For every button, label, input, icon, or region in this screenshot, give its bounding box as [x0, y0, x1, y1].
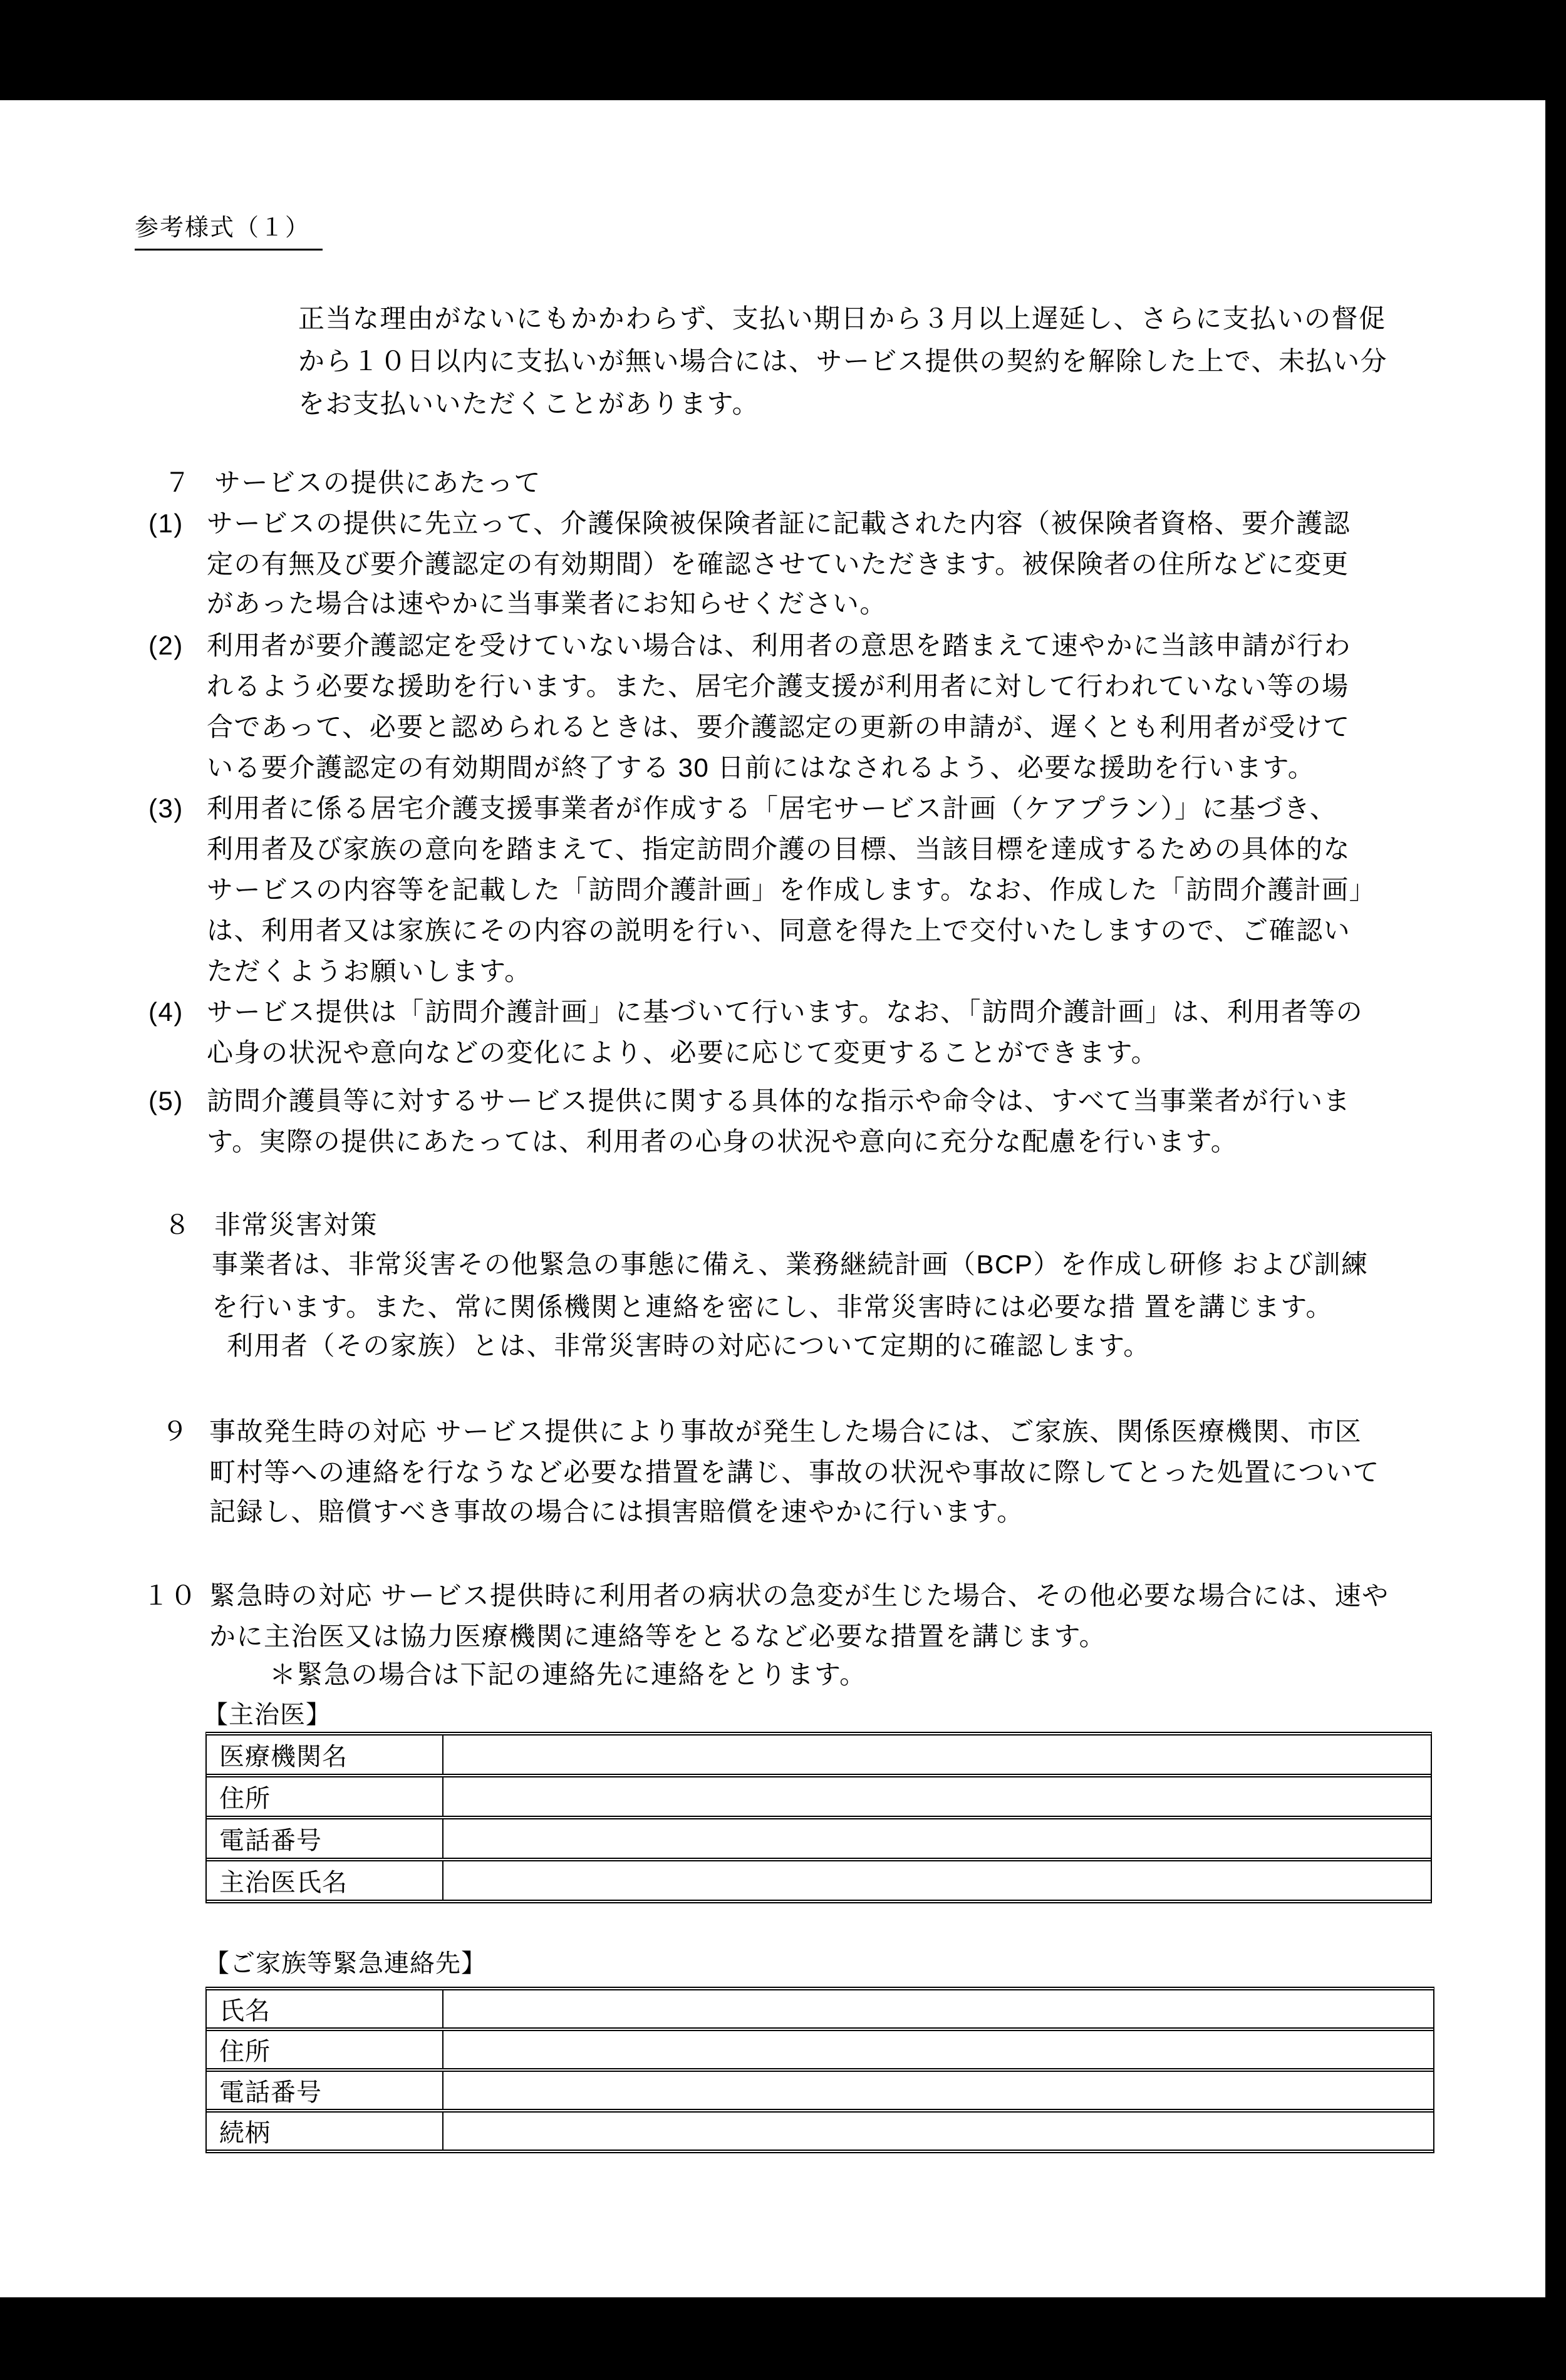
- row-label: 住所: [207, 1777, 443, 1816]
- table-row: [207, 2113, 1433, 2153]
- row-label: 住所: [207, 2031, 443, 2068]
- section9-line: 町村等への連絡を行なうなど必要な措置を講じ、事故の状況や事故に際してとった処置について: [209, 1457, 1380, 1487]
- doctor-table: [205, 1732, 1432, 1903]
- item-line: す。実際の提供にあたっては、利用者の心身の状況や意向に充分な配慮を行います。: [207, 1127, 1238, 1156]
- row-label: 続柄: [207, 2113, 443, 2150]
- table-row: [207, 2031, 1433, 2072]
- table-row: [207, 1777, 1431, 1819]
- row-value-cell: [443, 2031, 1433, 2068]
- section9-number: ９: [162, 1417, 189, 1446]
- item-line: 利用者が要介護認定を受けていない場合は、利用者の意思を踏まえて速やかに当該申請が行わ: [207, 631, 1352, 660]
- family-table-label: 【ご家族等緊急連絡先】: [204, 1950, 487, 1977]
- section10-line: 緊急時の対応 サービス提供時に利用者の病状の急変が生じた場合、その他必要な場合には、速や: [209, 1581, 1389, 1610]
- item-line: サービスの提供に先立って、介護保険被保険者証に記載された内容（被保険者資格、要介護認: [207, 509, 1351, 538]
- section9-line: 事故発生時の対応 サービス提供により事故が発生した場合には、ご家族、関係医療機関、市区: [209, 1417, 1362, 1446]
- item-line: いる要介護認定の有効期間が終了する 30 日前にはなされるよう、必要な援助を行います。: [207, 753, 1315, 782]
- item-line: があった場合は速やかに当事業者にお知らせください。: [207, 589, 887, 618]
- doctor-table-label: 【主治医】: [203, 1701, 331, 1729]
- section9-line: 記録し、賠償すべき事故の場合には損害賠償を速やかに行います。: [209, 1497, 1024, 1526]
- intro-line: から１０日以内に支払いが無い場合には、サービス提供の契約を解除した上で、未払い分: [298, 346, 1388, 376]
- table-row: [207, 1819, 1431, 1861]
- item-line: 心身の状況や意向などの変化により、必要に応じて変更することができます。: [207, 1038, 1159, 1067]
- item-marker: (4): [148, 997, 184, 1027]
- item-marker: (2): [148, 631, 184, 660]
- item-marker: (5): [148, 1086, 184, 1115]
- item-line: サービス提供は「訪問介護計画」に基づいて行います。なお、「訪問介護計画」は、利用者等の: [207, 997, 1364, 1027]
- intro-line: をお支払いいただくことがあります。: [298, 389, 760, 418]
- item-line: 訪問介護員等に対するサービス提供に関する具体的な指示や命令は、すべて当事業者が行いま: [207, 1086, 1351, 1115]
- intro-line: 正当な理由がないにもかかわらず、支払い期日から３月以上遅延し、さらに支払いの督促: [298, 304, 1386, 333]
- row-label: 氏名: [207, 1990, 443, 2027]
- item-line: 利用者及び家族の意向を踏まえて、指定訪問介護の目標、当該目標を達成するための具体的な: [207, 834, 1351, 864]
- section8-title: 非常災害対策: [214, 1210, 378, 1239]
- section10-line: かに主治医又は協力医療機関に連絡等をとるなど必要な措置を講じます。: [209, 1622, 1107, 1651]
- row-value-cell: [443, 1819, 1431, 1858]
- section8-line: を行います。また、常に関係機関と連絡を密にし、非常災害時には必要な措 置を講じます。: [212, 1292, 1333, 1322]
- item-line: ただくようお願いします。: [207, 956, 532, 986]
- doc-header: 参考様式（１）: [135, 215, 323, 251]
- scan-border-top: [0, 0, 1566, 100]
- family-table: [205, 1987, 1434, 2153]
- item-line: 利用者に係る居宅介護支援事業者が作成する「居宅サービス計画（ケアプラン）」に基づき、: [207, 794, 1337, 823]
- item-line: 合であって、必要と認められるときは、要介護認定の更新の申請が、遅くとも利用者が受けて: [207, 712, 1351, 742]
- section8-number: ８: [164, 1210, 192, 1239]
- row-value-cell: [443, 1777, 1431, 1816]
- table-row: [207, 2072, 1433, 2113]
- scan-border-right: [1545, 0, 1566, 2380]
- item-marker: (3): [148, 794, 184, 823]
- row-value-cell: [443, 1990, 1433, 2027]
- item-line: 定の有無及び要介護認定の有効期間）を確認させていただきます。被保険者の住所などに変更: [207, 549, 1349, 579]
- row-value-cell: [443, 2113, 1433, 2150]
- row-label: 電話番号: [207, 2072, 443, 2109]
- section8-line: 利用者（その家族）とは、非常災害時の対応について定期的に確認します。: [227, 1331, 1151, 1360]
- section7-number: ７: [164, 468, 192, 497]
- item-line: は、利用者又は家族にその内容の説明を行い、同意を得た上で交付いたしますので、ご確認い: [207, 916, 1351, 945]
- row-label: 主治医氏名: [207, 1861, 443, 1900]
- section8-line: 事業者は、非常災害その他緊急の事態に備え、業務継続計画（BCP）を作成し研修 および訓練: [212, 1250, 1369, 1279]
- row-value-cell: [443, 1861, 1431, 1900]
- section10-number: １０: [143, 1581, 198, 1610]
- table-row: [207, 1990, 1433, 2031]
- table-row: [207, 1861, 1431, 1903]
- row-value-cell: [443, 1736, 1431, 1774]
- item-line: れるよう必要な援助を行います。また、居宅介護支援が利用者に対して行われていない等の場: [207, 671, 1349, 701]
- table-row: [207, 1736, 1431, 1777]
- row-label: 電話番号: [207, 1819, 443, 1858]
- row-label: 医療機関名: [207, 1736, 443, 1774]
- scan-border-bottom: [0, 2297, 1566, 2380]
- emergency-note: ＊緊急の場合は下記の連絡先に連絡をとります。: [269, 1660, 867, 1689]
- item-marker: (1): [148, 509, 184, 538]
- item-line: サービスの内容等を記載した「訪問介護計画」を作成します。なお、作成した「訪問介護計画」: [207, 875, 1377, 904]
- section7-title: サービスの提供にあたって: [214, 468, 542, 497]
- row-value-cell: [443, 2072, 1433, 2109]
